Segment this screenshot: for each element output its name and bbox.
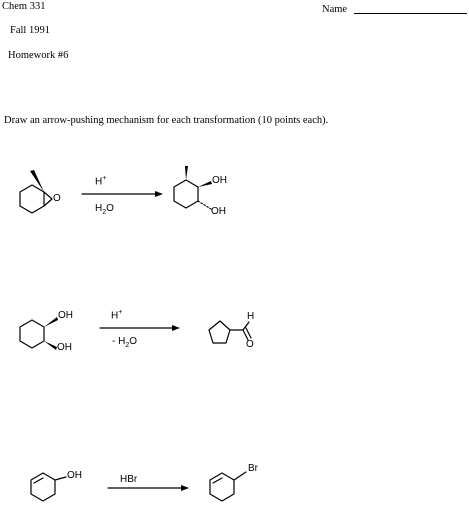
term-label: Fall 1991 bbox=[10, 25, 50, 36]
reaction-3-product-br: Br bbox=[248, 463, 258, 474]
reaction-2-reagent-bottom bbox=[112, 337, 137, 349]
reagent-h: H bbox=[111, 310, 119, 322]
reagent-end: O bbox=[106, 203, 114, 214]
assignment-title: Homework #6 bbox=[8, 50, 69, 61]
reagent-sub: 2 bbox=[102, 209, 107, 216]
reaction-1-reactant bbox=[20, 170, 52, 213]
reaction-2-product bbox=[209, 321, 251, 343]
reaction-1-reagent-top bbox=[95, 175, 106, 187]
reagent-sub: 2 bbox=[125, 342, 130, 349]
reagent-main: - H bbox=[112, 336, 126, 347]
reaction-2-reactant-oh-bottom: OH bbox=[57, 342, 72, 353]
reaction-2-reactant-oh-top: OH bbox=[58, 310, 73, 321]
reaction-1-product-oh-top: OH bbox=[212, 175, 227, 186]
reagent-charge: + bbox=[118, 309, 123, 316]
reaction-1-oxygen-label: O bbox=[53, 193, 61, 204]
reaction-3-reactant bbox=[31, 473, 66, 501]
reaction-2-reagent-top bbox=[111, 309, 122, 321]
reaction-1-reagent-bottom bbox=[95, 204, 114, 216]
reaction-3-arrow bbox=[108, 485, 189, 491]
reaction-3-reagent: HBr bbox=[120, 474, 138, 485]
reagent-charge: + bbox=[102, 175, 107, 182]
reaction-2-arrow bbox=[100, 325, 180, 331]
name-label: Name bbox=[322, 4, 348, 15]
reaction-3-reactant-oh: OH bbox=[67, 470, 82, 481]
instructions: Draw an arrow-pushing mechanism for each transformation (10 points each). bbox=[4, 115, 329, 126]
reagent-h: H bbox=[95, 176, 103, 188]
course-title: Chem 331 bbox=[2, 1, 46, 12]
reaction-2-reactant bbox=[20, 317, 58, 350]
reaction-3-product bbox=[210, 472, 246, 501]
reaction-2-product-o-label: O bbox=[246, 339, 254, 350]
reaction-2-product-h-label: H bbox=[247, 311, 255, 322]
reagent-end: O bbox=[129, 336, 138, 347]
reaction-1-product-oh-bottom: OH bbox=[211, 206, 226, 217]
reaction-1-arrow bbox=[82, 191, 163, 197]
reagent-main: H bbox=[95, 203, 103, 214]
reaction-1-product bbox=[174, 166, 212, 209]
